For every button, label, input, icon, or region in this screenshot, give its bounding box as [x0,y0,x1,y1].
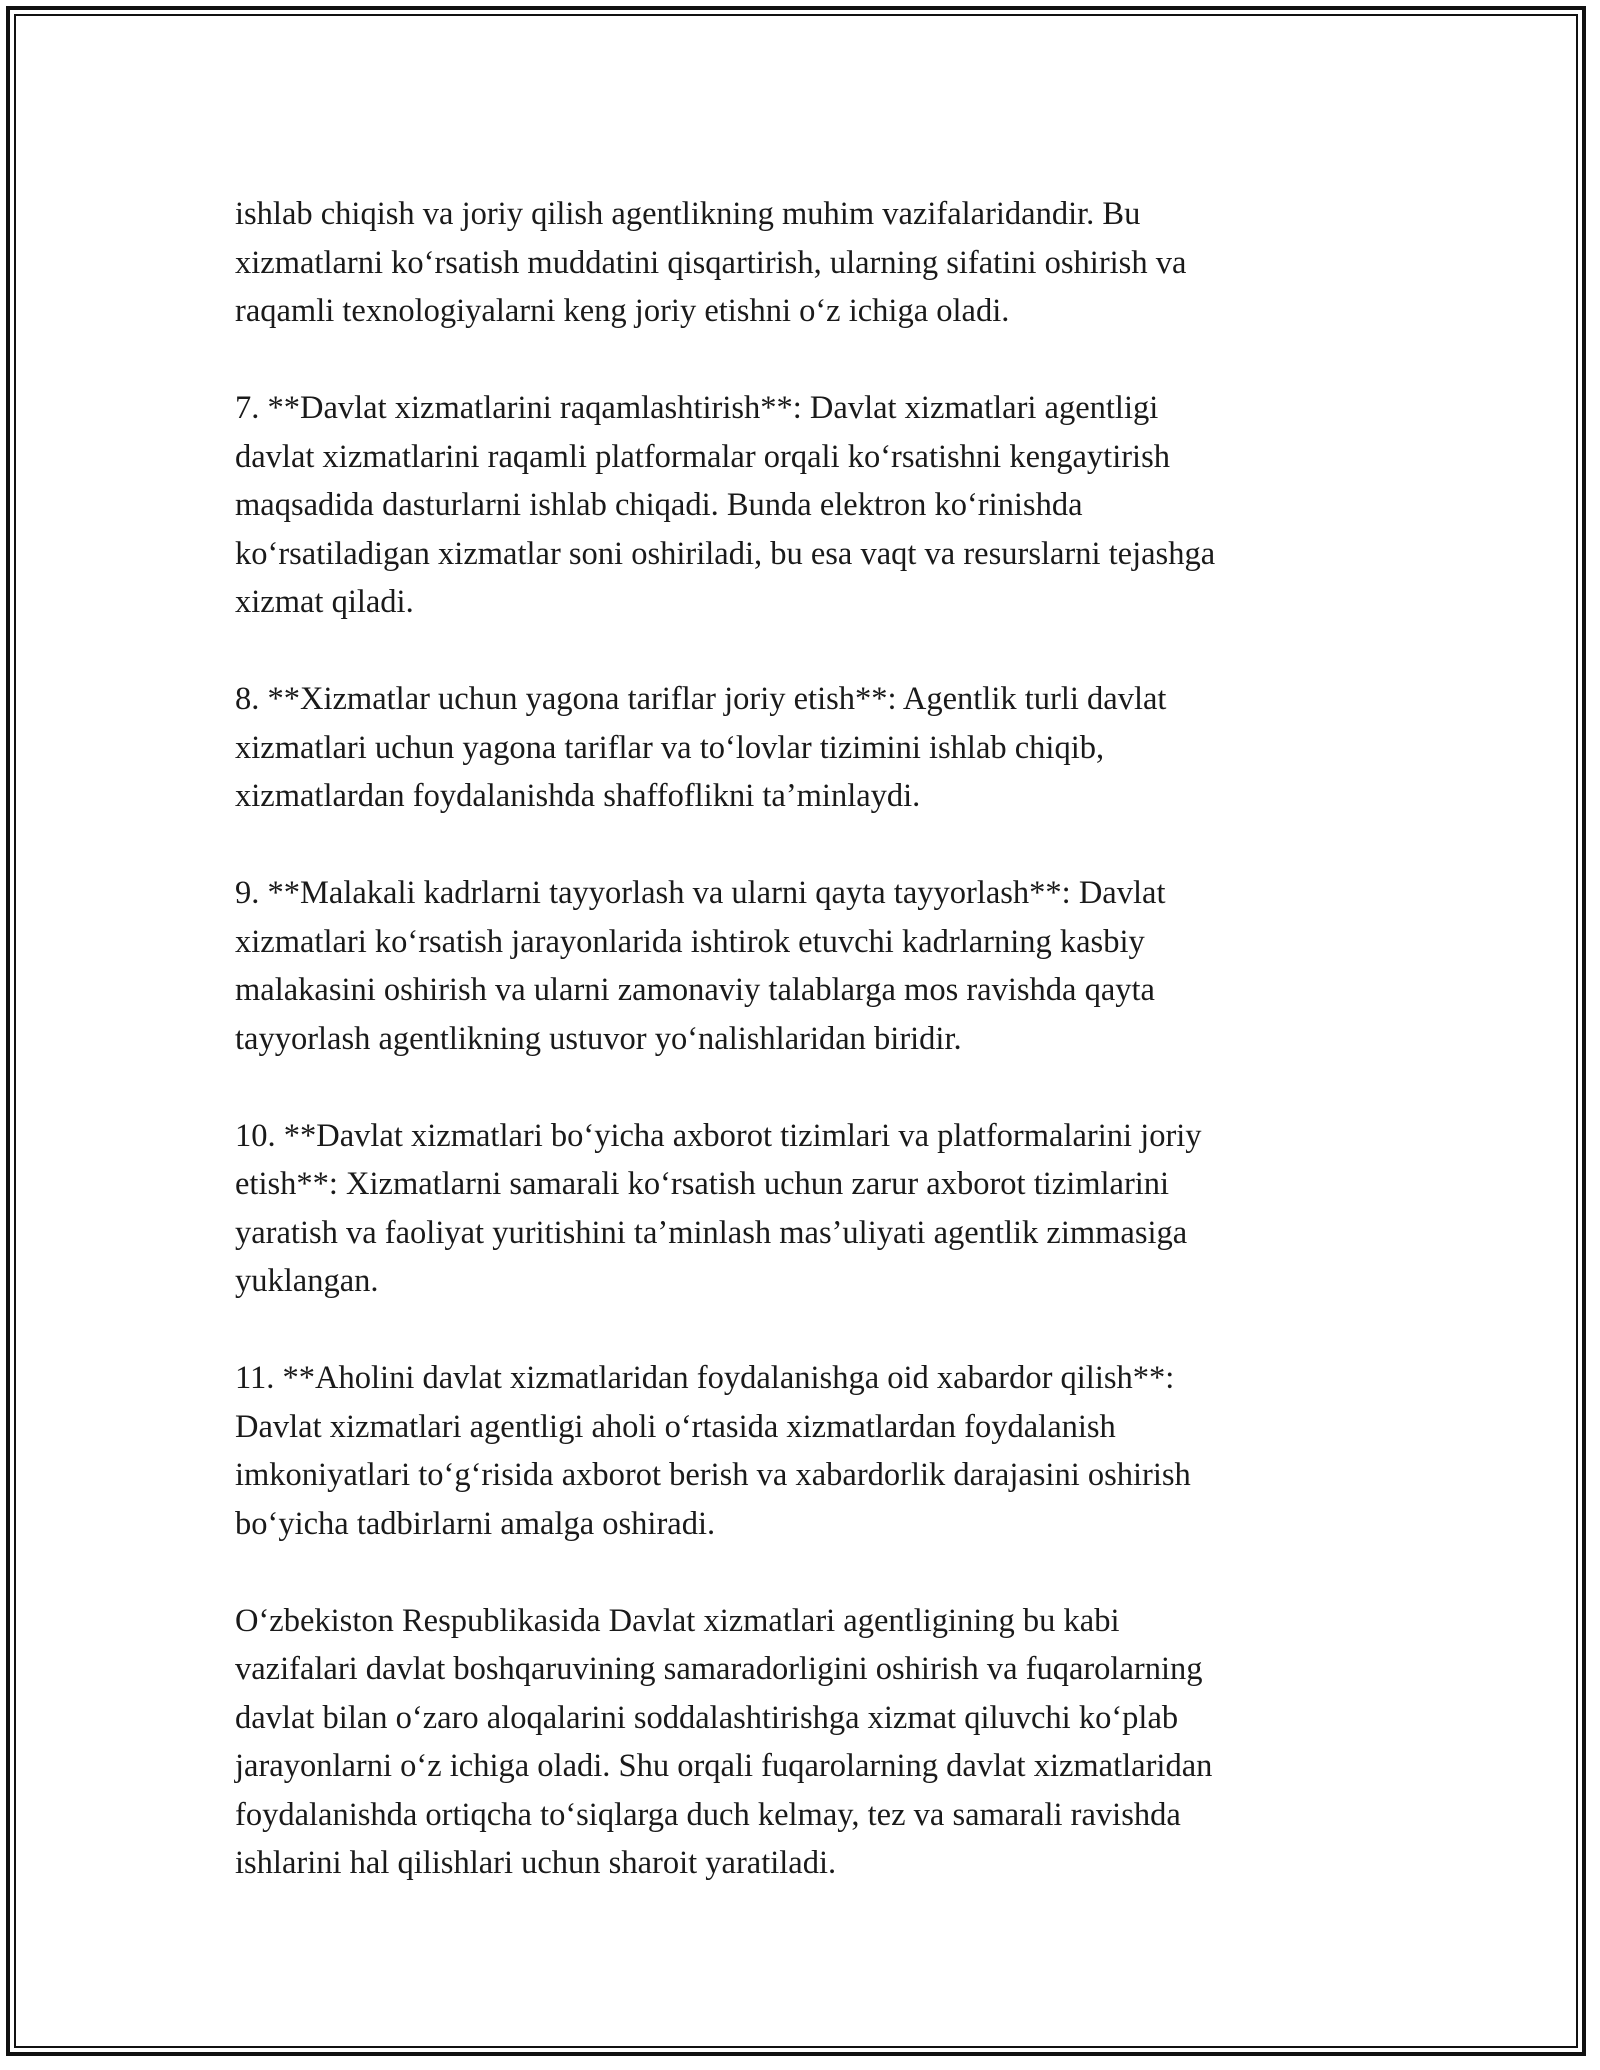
paragraph-conclusion [235,1597,1375,1888]
text-line: foydalanishda ortiqcha toʻsiqlarga duch kelmay, tez va samarali ravishda [235,1796,1181,1833]
paragraph-item-10 [235,1112,1375,1306]
text-line: malakasini oshirish va ularni zamonaviy talablarga mos ravishda qayta [235,972,1155,1008]
paragraph-item-7 [235,384,1375,627]
document-body [235,190,1375,1936]
text-line: davlat xizmatlarini raqamli platformalar orqali koʻrsatishni kengaytirish [235,438,1170,475]
text-line: xizmatlarni koʻrsatish muddatini qisqartirish, ularning sifatini oshirish va [235,244,1187,281]
text-line: 9. **Malakali kadrlarni tayyorlash va ularni qayta tayyorlash**: Davlat [235,875,1166,911]
text-line: xizmatlardan foydalanishda shaffoflikni taʼminlaydi. [235,778,921,814]
text-line: boʻyicha tadbirlarni amalga oshiradi. [235,1505,716,1542]
text-line: 7. **Davlat xizmatlarini raqamlashtirish**: Davlat xizmatlari agentligi [235,390,1159,426]
text-line: vazifalari davlat boshqaruvining samaradorligini oshirish va fuqarolarning [235,1651,1203,1687]
text-line: 10. **Davlat xizmatlari boʻyicha axborot tizimlari va platformalarini joriy [235,1117,1202,1154]
text-line: xizmatlari uchun yagona tariflar va toʻlovlar tizimini ishlab chiqib, [235,729,1105,766]
text-line: xizmatlari koʻrsatish jarayonlarida ishtirok etuvchi kadrlarning kasbiy [235,923,1145,960]
text-line: xizmat qiladi. [235,584,414,620]
text-line: ishlab chiqish va joriy qilish agentlikning muhim vazifalaridandir. Bu [235,196,1141,232]
paragraph-item-8 [235,675,1375,821]
text-line: yaratish va faoliyat yuritishini taʼminlash masʼuliyati agentlik zimmasiga [235,1214,1188,1251]
text-line: tayyorlash agentlikning ustuvor yoʻnalishlaridan biridir. [235,1020,962,1057]
paragraph-item-11 [235,1354,1375,1548]
text-line: etish**: Xizmatlarni samarali koʻrsatish uchun zarur axborot tizimlarini [235,1166,1170,1202]
text-line: koʻrsatiladigan xizmatlar soni oshiriladi, bu esa vaqt va resurslarni tejashga [235,535,1216,572]
text-line: raqamli texnologiyalarni keng joriy etishni oʻz ichiga oladi. [235,293,1010,329]
text-line: Oʻzbekiston Respublikasida Davlat xizmatlari agentligining bu kabi [235,1602,1120,1639]
paragraph-intro-continuation [235,190,1375,336]
text-line: yuklangan. [235,1263,379,1299]
text-line: maqsadida dasturlarni ishlab chiqadi. Bunda elektron koʻrinishda [235,487,1083,523]
text-line: 8. **Xizmatlar uchun yagona tariflar joriy etish**: Agentlik turli davlat [235,681,1167,717]
text-line: 11. **Aholini davlat xizmatlaridan foydalanishga oid xabardor qilish**: [235,1360,1175,1396]
paragraph-item-9 [235,869,1375,1063]
text-line: Davlat xizmatlari agentligi aholi oʻrtasida xizmatlardan foydalanish [235,1408,1116,1445]
text-line: davlat bilan oʻzaro aloqalarini soddalashtirishga xizmat qiluvchi koʻplab [235,1699,1179,1736]
text-line: jarayonlarni oʻz ichiga oladi. Shu orqali fuqarolarning davlat xizmatlaridan [235,1748,1213,1784]
text-line: ishlarini hal qilishlari uchun sharoit yaratiladi. [235,1845,837,1881]
text-line: imkoniyatlari toʻgʻrisida axborot berish va xabardorlik darajasini oshirish [235,1457,1191,1493]
